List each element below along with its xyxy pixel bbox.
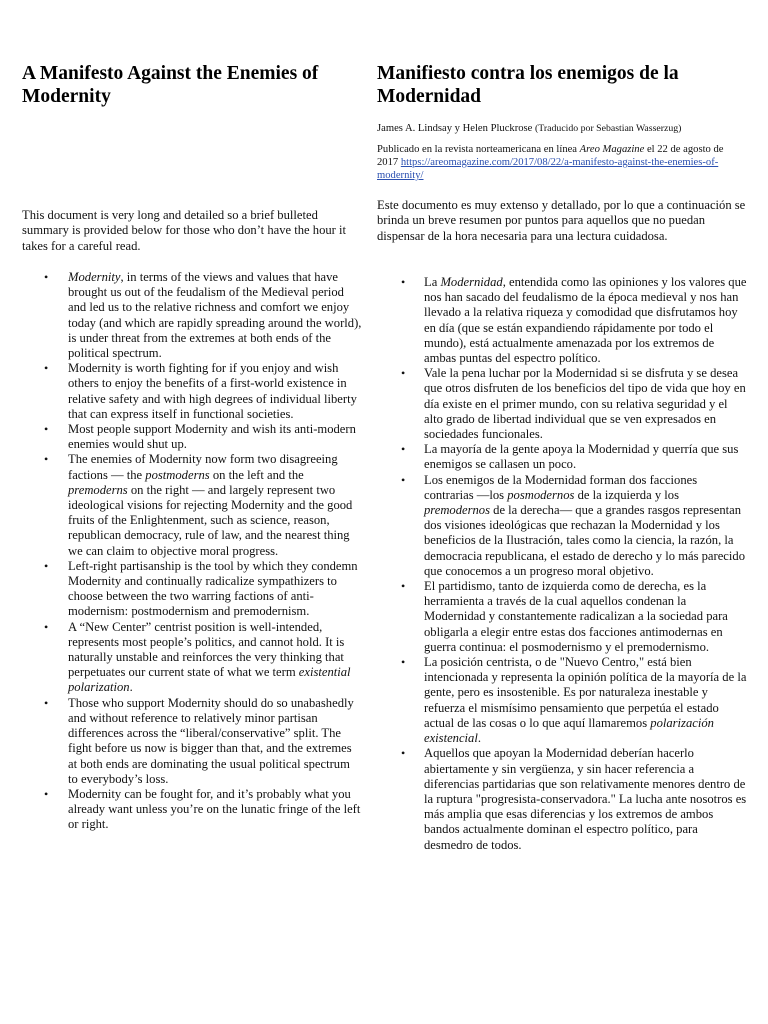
bullet-icon: • bbox=[401, 275, 406, 289]
bullet-text: Those who support Modernity should do so unabashedly and without reference to relatively minor partisan differences across the “liberal/conservative” split. The fight before us now is bigger than that, and the extremes at both ends are dominating the usual political spectrum to everybody’s loss. bbox=[68, 695, 354, 786]
source-link[interactable]: https://areomagazine.com/2017/08/22/a-manifesto-against-the-enemies-of-modernity/ bbox=[377, 157, 719, 181]
publication-note bbox=[377, 143, 747, 182]
bullet-icon: • bbox=[44, 270, 49, 284]
bullet-icon: • bbox=[44, 452, 49, 467]
publication-date: el 22 de agosto de 2017 bbox=[377, 144, 724, 168]
bullet-text: Aquellos que apoyan la Modernidad deberían hacerlo abiertamente y sin vergüenza, y sin hacer referencia a diferencias partidarias que son relativamente menores dentro de la ruptura "progresista-conservadora." La lucha ante nosotros es más amplia que esas diferencias y los extremos de ambos bandos actualmente dominan el espectro político, para desmedro de todos. bbox=[424, 746, 747, 852]
bullet-text: La posición centrista, o de "Nuevo Centro," está bien intencionada y representa la opinión política de la mayoría de la gente, pero es insostenible. Es por naturaleza inestable y refuerza el mismísimo pensamiento que perpetúa el estado actual de las cosas o lo que aquí llamaremos bbox=[424, 655, 747, 730]
english-title: A Manifesto Against the Enemies of Modernity bbox=[22, 63, 319, 107]
bullet-item bbox=[377, 579, 747, 655]
bullet-item bbox=[22, 361, 362, 422]
bullet-item bbox=[377, 746, 747, 852]
bullet-item bbox=[377, 366, 747, 442]
emphasis-text: Modernidad bbox=[440, 275, 503, 289]
bullet-icon: • bbox=[401, 746, 406, 761]
bullet-text: Los enemigos de la Modernidad forman dos facciones contrarias —los bbox=[424, 472, 698, 502]
bullet-icon: • bbox=[401, 366, 406, 381]
bullet-text: Modernity is worth fighting for if you enjoy and wish others to enjoy the benefits of a first-world existence in relative safety and with high degrees of individual liberty that can express itself in functional societies. bbox=[68, 361, 357, 421]
bullet-text: The enemies of Modernity now form two disagreeing factions — the bbox=[68, 452, 338, 482]
spanish-bullet-list bbox=[377, 275, 747, 853]
bullet-icon: • bbox=[401, 579, 406, 594]
bullet-icon: • bbox=[44, 619, 49, 634]
spanish-title: Manifiesto contra los enemigos de la Modernidad bbox=[377, 63, 679, 107]
bullet-item bbox=[22, 696, 362, 787]
bullet-icon: • bbox=[44, 786, 49, 801]
english-bullet-list bbox=[22, 270, 362, 833]
spanish-intro: Este documento es muy extenso y detallado, por lo que a continuación se brinda un breve resumen por puntos para aquellos que no puedan dispensar de la hora necesaria para una lectura cuidadosa. bbox=[377, 198, 746, 243]
bullet-text: on the right — and largely represent two ideological visions for rejecting Modernity and the good fruits of the Enlightenment, such as science, reason, republican democracy, rule of law, and the nearest thing we can claim to objective moral progress. bbox=[68, 482, 353, 558]
english-intro: This document is very long and detailed so a brief bulleted summary is provided below for those who don’t have the hour it takes for a careful read. bbox=[22, 208, 346, 253]
emphasis-text: postmoderns bbox=[145, 467, 210, 482]
emphasis-text: Modernity bbox=[68, 270, 121, 284]
bullet-text: A “New Center” centrist position is well-intended, represents most people’s politics, and cannot hold. It is naturally unstable and reinforces the very thinking that perpetuates our current state of what we term bbox=[68, 619, 345, 680]
bullet-item bbox=[22, 620, 362, 696]
bullet-item bbox=[22, 452, 362, 558]
bullet-text: Modernity can be fought for, and it’s probably what you already want unless you’re on the lunatic fringe of the left or right. bbox=[68, 786, 361, 832]
bullet-text: de la izquierda y los bbox=[574, 487, 679, 502]
publication-prefix: Publicado en la revista norteamericana en línea bbox=[377, 144, 580, 155]
author-line bbox=[377, 122, 747, 135]
bullet-icon: • bbox=[44, 695, 49, 710]
bullet-text: Left-right partisanship is the tool by which they condemn Modernity and continually radicalize sympathizers to choose between the two warring factions of anti-modernism: postmodernism and premodernism. bbox=[68, 558, 358, 619]
bullet-icon: • bbox=[401, 472, 406, 487]
bullet-text: La bbox=[424, 275, 441, 289]
bullet-text: . bbox=[129, 680, 133, 695]
emphasis-text: polarización existencial bbox=[424, 715, 714, 746]
bullet-item bbox=[377, 442, 747, 472]
bullet-text: La mayoría de la gente apoya la Modernidad y querría que sus enemigos se callasen un poco. bbox=[424, 442, 739, 472]
bullet-text: on the left and the bbox=[209, 467, 304, 482]
emphasis-text: existential polarization bbox=[68, 665, 351, 695]
bullet-text: , in terms of the views and values that have brought us out of the feudalism of the Medieval period and led us to the relative richness and comfort we enjoy today (and which are rapidly spreading around the world), is under threat from the extremes at both ends of the political spectrum. bbox=[68, 270, 362, 361]
bullet-item bbox=[22, 559, 362, 620]
bullet-item bbox=[377, 275, 747, 366]
bullet-item bbox=[377, 473, 747, 579]
bullet-item bbox=[22, 270, 362, 361]
authors: James A. Lindsay y Helen Pluckrose bbox=[377, 123, 533, 134]
bullet-text: . bbox=[477, 731, 482, 746]
bullet-text: Most people support Modernity and wish its anti-modern enemies would shut up. bbox=[68, 422, 356, 452]
bullet-icon: • bbox=[44, 361, 49, 376]
bullet-item bbox=[22, 787, 362, 833]
bullet-text: , entendida como las opiniones y los valores que nos han sacado del feudalismo de la época medieval y nos han llevado a la relativa riqueza y comodidad que disfrutamos hoy en día (que se están expandiendo rápidamente por todo el mundo), está actualmente amenazada por los extremos de ambas puntas del espectro político. bbox=[424, 275, 747, 366]
bullet-icon: • bbox=[401, 442, 406, 457]
bullet-item bbox=[377, 655, 747, 746]
bullet-icon: • bbox=[401, 655, 406, 670]
bullet-icon: • bbox=[44, 558, 49, 573]
bullet-text: de la derecha— que a grandes rasgos representan dos visiones ideológicas que rechazan la Modernidad y los beneficios de la Ilustración, tales como la ciencia, la razón, la democracia republicana, el estado de derecho y lo más parecido que conocemos a un progreso moral objetivo. bbox=[424, 503, 745, 578]
bullet-text: El partidismo, tanto de izquierda como de derecha, es la herramienta a través de la cual aquellos condenan la Modernidad y constantemente radicalizan a la sociedad para obligarla a elegir entre estas dos facciones antimodernas en guerra continua: el posmodernismo y el premodernismo. bbox=[424, 579, 728, 654]
bullet-item bbox=[22, 422, 362, 452]
translator-note: (Traducido por Sebastian Wasserzug) bbox=[535, 123, 682, 134]
emphasis-text: premoderns bbox=[68, 482, 128, 497]
emphasis-text: posmodernos bbox=[507, 487, 575, 502]
bullet-icon: • bbox=[44, 422, 49, 437]
bullet-text: Vale la pena luchar por la Modernidad si se disfruta y se desea que otros disfruten de los beneficios del tipo de vida que hoy en día existe en el primer mundo, con su relativa seguridad y el alto grado de libertad individual que se ven expresados en sociedades funcionales. bbox=[424, 366, 746, 442]
magazine-name: Areo Magazine bbox=[579, 144, 645, 155]
emphasis-text: premodernos bbox=[424, 503, 490, 518]
